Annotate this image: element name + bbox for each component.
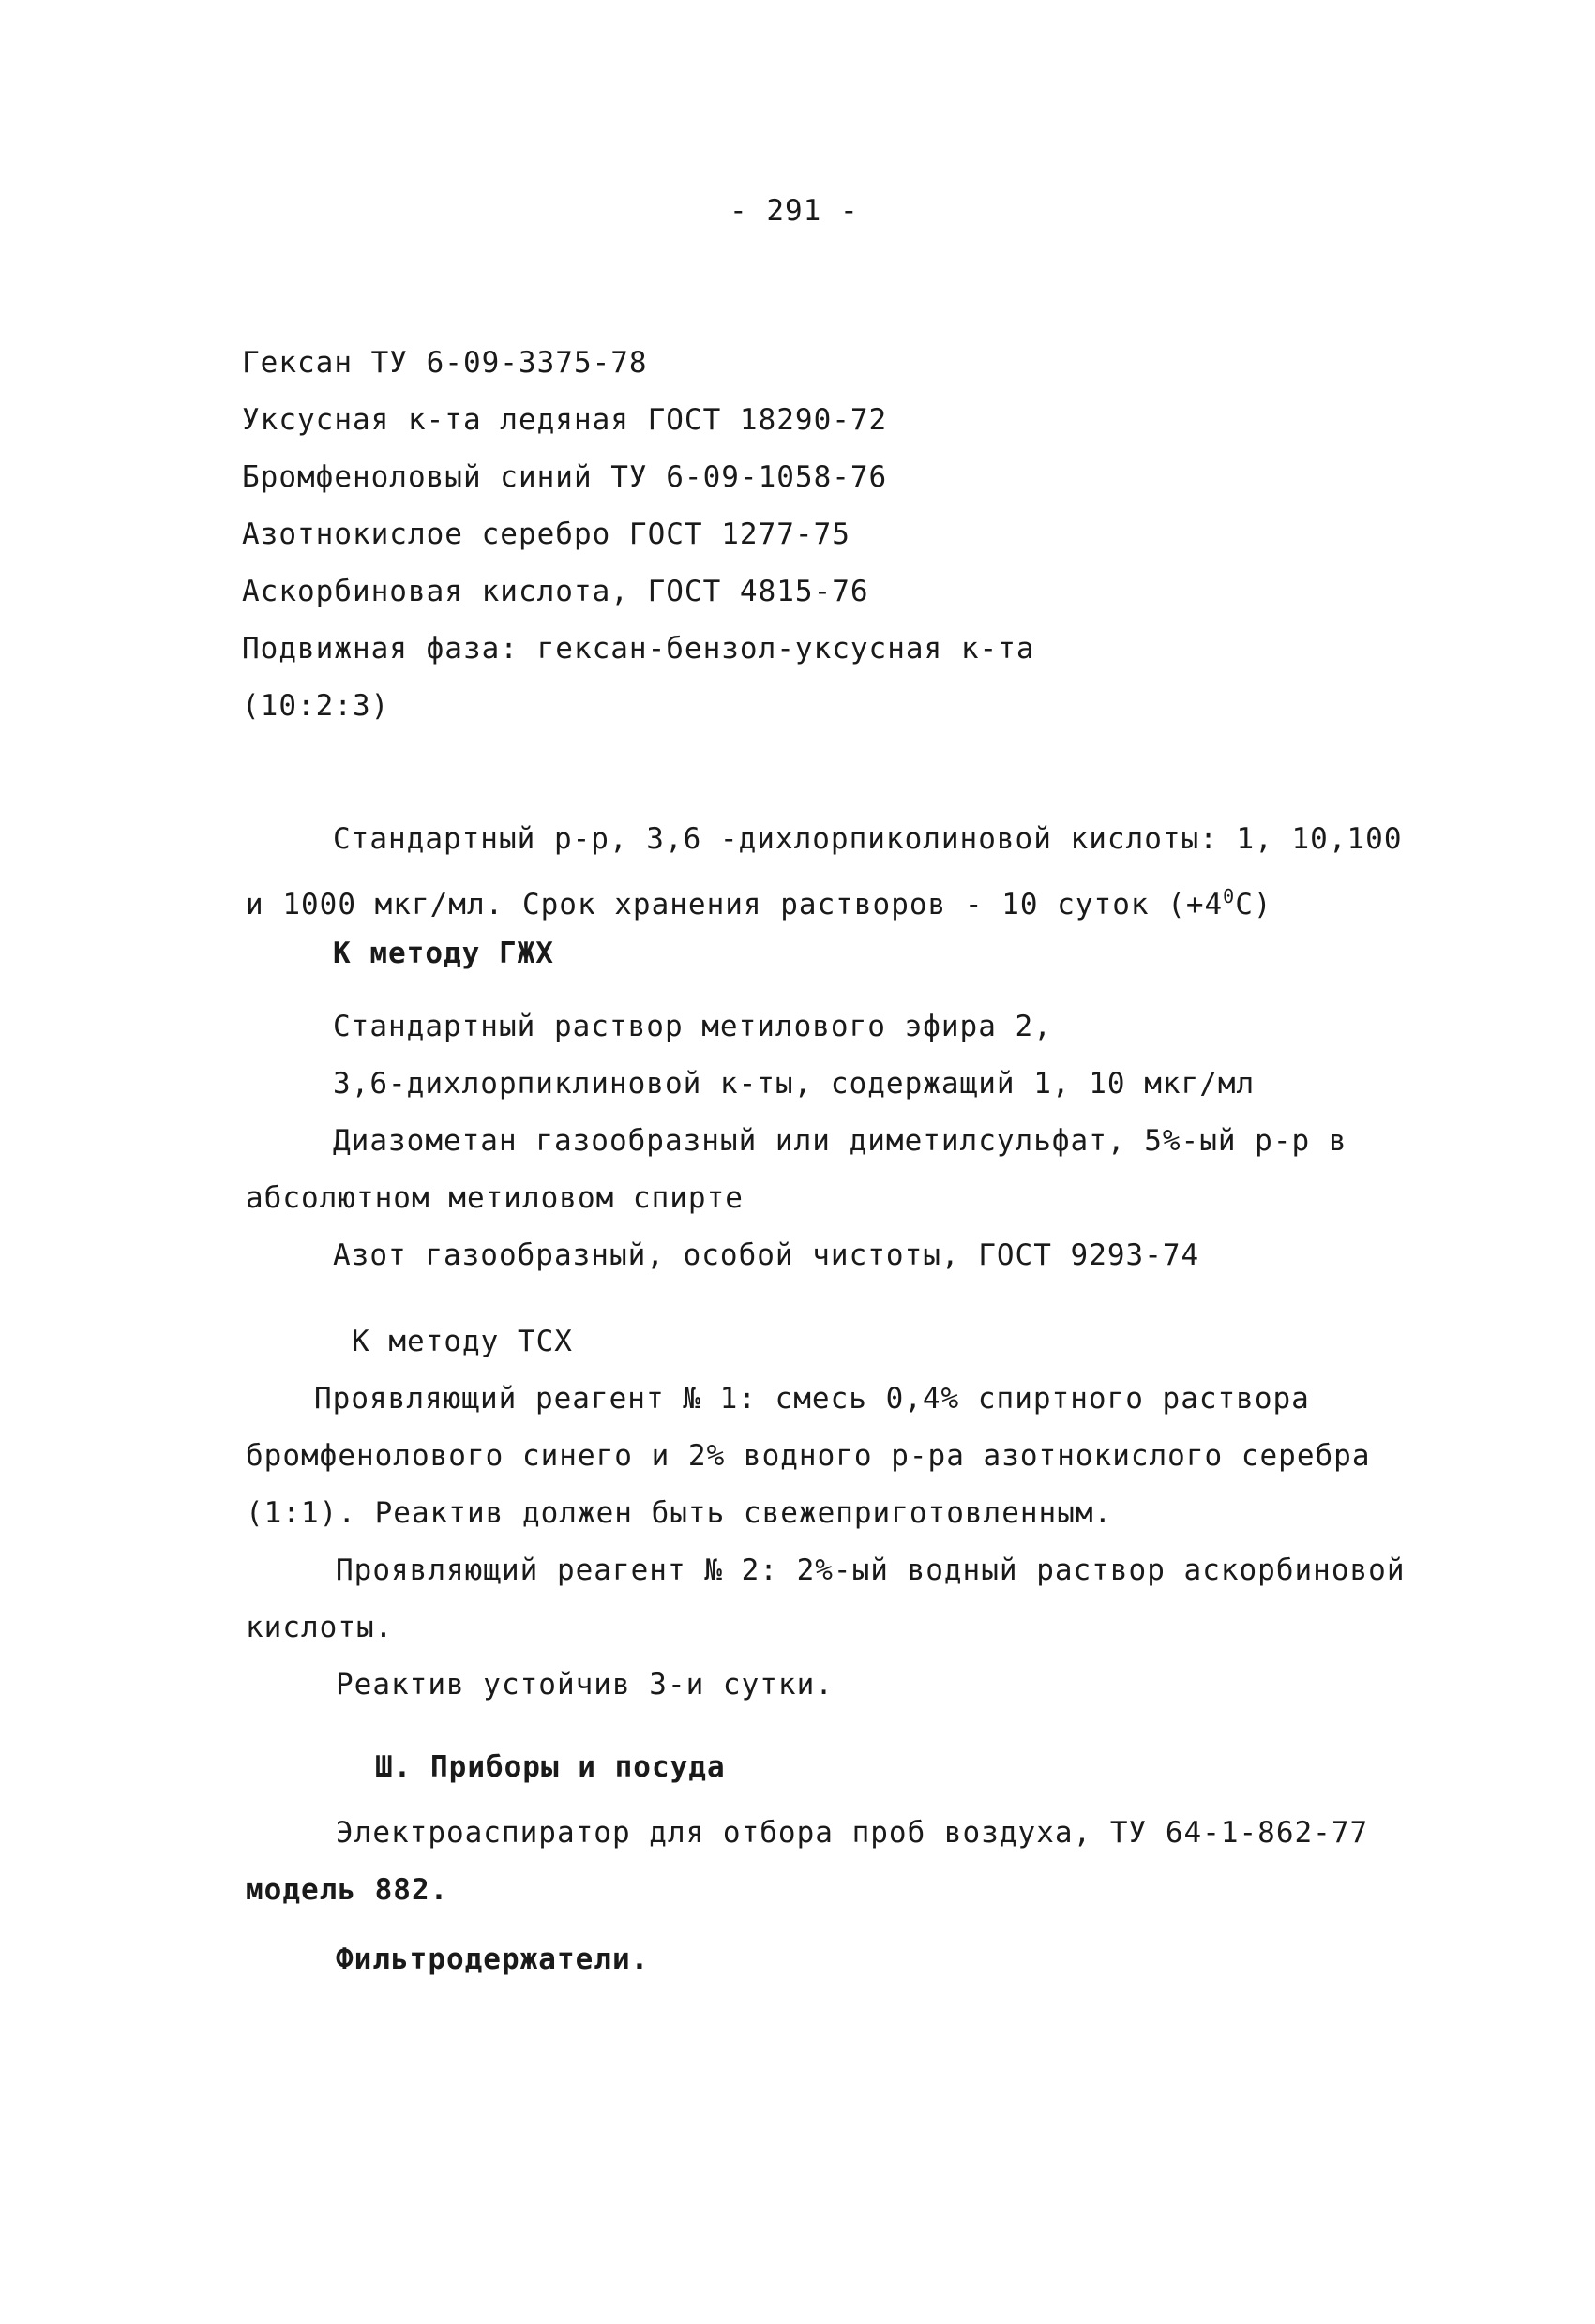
reagent-line: Бромфеноловый синий ТУ 6-09-1058-76 [242, 460, 888, 494]
tsh-line: Проявляющий реагент № 2: 2%-ый водный раствор аскорбиновой [336, 1553, 1406, 1587]
equipment-line: Фильтродержатели. [336, 1942, 650, 1976]
gzh-line: абсолютном метиловом спирте [246, 1181, 744, 1215]
equipment-line: Электроаспиратор для отбора проб воздуха, ТУ 64-1-862-77 [336, 1816, 1369, 1850]
standard-solution-line: Стандартный р-р, 3,6 -дихлорпиколиновой кислоты: 1, 10,100 [333, 822, 1403, 856]
tsh-line: Проявляющий реагент № 1: смесь 0,4% спиртного раствора [314, 1382, 1310, 1416]
gzh-line: 3,6-дихлорпиклиновой к-ты, содержащий 1, 10 мкг/мл [333, 1067, 1256, 1101]
tsh-line: кислоты. [246, 1611, 394, 1644]
tsh-line: бромфенолового синего и 2% водного р-ра азотнокислого серебра [246, 1439, 1371, 1473]
mobile-phase-line: Подвижная фаза: гексан-бензол-уксусная к-та [242, 632, 1035, 666]
mobile-phase-ratio: (10:2:3) [242, 689, 390, 723]
gzh-line: Диазометан газообразный или диметилсульфат, 5%-ый р-р в [333, 1124, 1347, 1158]
reagent-line: Уксусная к-та ледяная ГОСТ 18290-72 [242, 403, 888, 437]
tsh-heading: К методу ТСХ [352, 1325, 573, 1358]
reagent-line: Азотнокислое серебро ГОСТ 1277-75 [242, 517, 850, 551]
section-3-heading: Ш. Приборы и посуда [375, 1750, 726, 1784]
gzh-line: Азот газообразный, особой чистоты, ГОСТ 9293-74 [333, 1238, 1200, 1272]
tsh-line: Реактив устойчив 3-и сутки. [336, 1668, 834, 1702]
page-number: - 291 - [730, 194, 859, 228]
gzh-heading: К методу ГЖХ [333, 937, 554, 970]
reagent-line: Аскорбиновая кислота, ГОСТ 4815-76 [242, 575, 869, 608]
reagent-line: Гексан ТУ 6-09-3375-78 [242, 346, 648, 380]
tsh-line: (1:1). Реактив должен быть свежеприготовленным. [246, 1496, 1113, 1530]
standard-solution-line: и 1000 мкг/мл. Срок хранения растворов - 10 суток $(+4^0С)$ [246, 885, 1272, 922]
equipment-line: модель 882. [246, 1873, 449, 1907]
gzh-line: Стандартный раствор метилового эфира 2, [333, 1010, 1052, 1043]
